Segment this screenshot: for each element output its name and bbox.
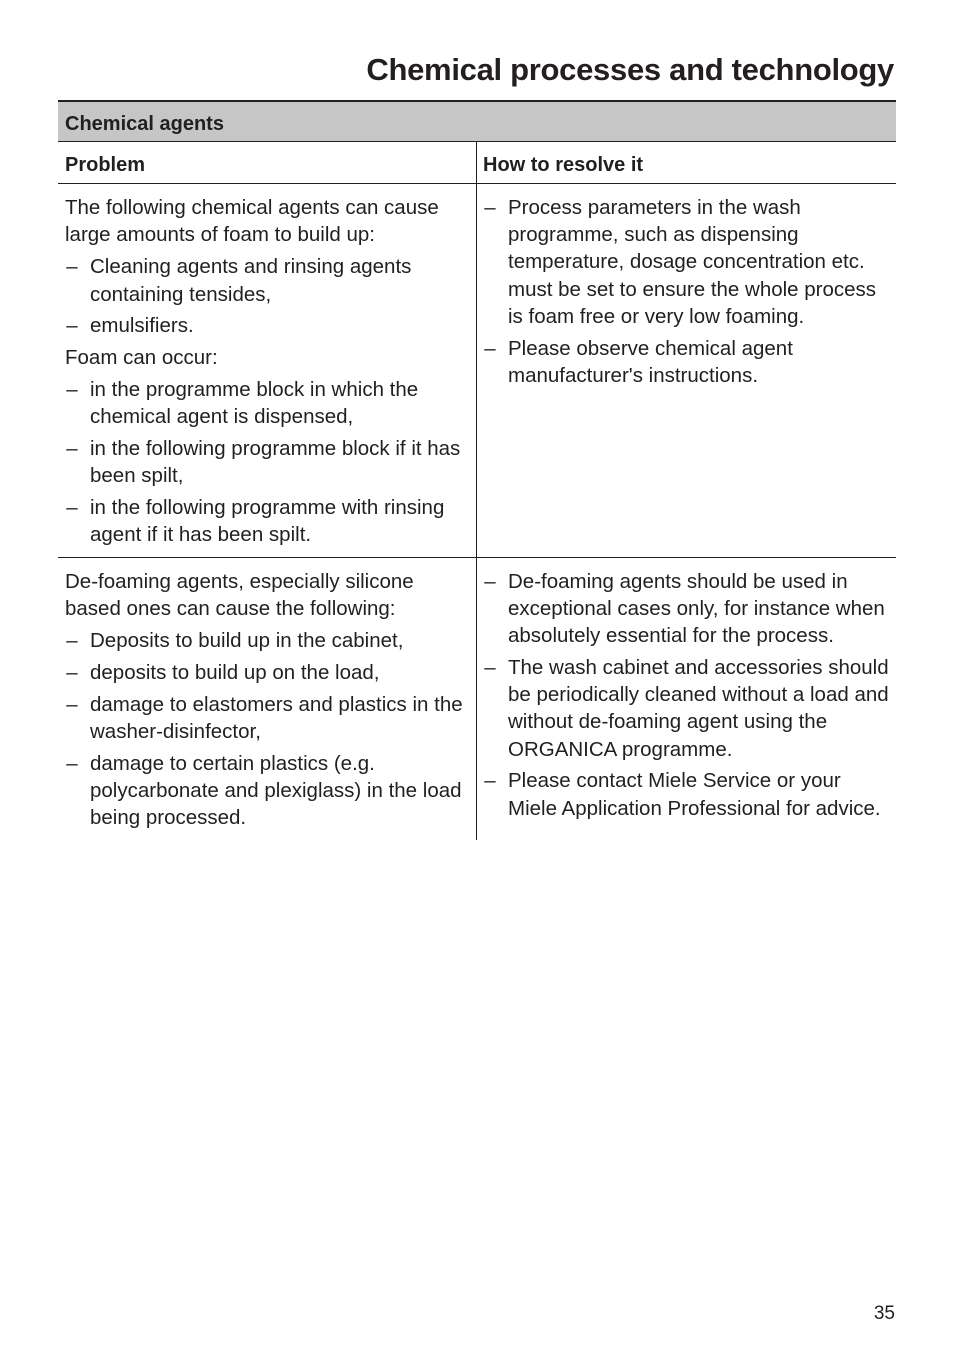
dash-bullet: – bbox=[484, 769, 496, 793]
dash-bullet: – bbox=[66, 255, 78, 279]
problem-text: De-foaming agents, especially silicone based ones can cause the following: bbox=[65, 569, 414, 621]
dash-bullet: – bbox=[66, 314, 78, 338]
list-item-text: deposits to build up on the load, bbox=[90, 661, 380, 685]
column-header-resolution: How to resolve it bbox=[483, 154, 644, 176]
list-item bbox=[65, 253, 470, 307]
dash-bullet: – bbox=[484, 569, 496, 593]
list-item bbox=[65, 659, 470, 686]
list-item-text: Please observe chemical agent manufacturer's instructions. bbox=[508, 336, 793, 387]
list-item bbox=[483, 194, 892, 330]
list-item bbox=[483, 654, 892, 763]
list-item-text: Deposits to build up in the cabinet, bbox=[90, 629, 404, 653]
dash-bullet: – bbox=[66, 751, 78, 775]
list-item bbox=[65, 691, 470, 745]
list-item-text: emulsifiers. bbox=[90, 314, 194, 338]
dash-bullet: – bbox=[66, 437, 78, 461]
column-header-row bbox=[58, 142, 896, 184]
list-item-text: Process parameters in the wash programme, such as dispensing temperature, dosage concentration etc. must be set to ensure the whole process is foam free or very low foaming. bbox=[508, 196, 877, 328]
chemical-agents-table bbox=[58, 102, 896, 840]
section-header: Chemical agents bbox=[58, 102, 896, 142]
list-item-text: in the following programme block if it has been spilt, bbox=[90, 437, 461, 488]
dash-bullet: – bbox=[484, 336, 496, 360]
bullet-list bbox=[65, 627, 470, 831]
list-item bbox=[483, 335, 892, 389]
dash-bullet: – bbox=[66, 661, 78, 685]
dash-bullet: – bbox=[66, 629, 78, 653]
resolution-cell bbox=[477, 184, 896, 557]
page-title: Chemical processes and technology bbox=[366, 52, 894, 87]
resolution-cell bbox=[477, 558, 896, 840]
list-item-text: De-foaming agents should be used in exceptional cases only, for instance when absolutely essential for the process. bbox=[508, 569, 885, 648]
dash-bullet: – bbox=[66, 496, 78, 520]
list-item-text: The wash cabinet and accessories should be periodically cleaned without a load and without de-foaming agent using the ORGANICA programme. bbox=[508, 656, 889, 761]
dash-bullet: – bbox=[66, 692, 78, 716]
list-item bbox=[65, 312, 470, 339]
problem-text: The following chemical agents can cause large amounts of foam to build up: bbox=[65, 196, 439, 247]
list-item bbox=[65, 435, 470, 489]
bullet-list bbox=[483, 568, 892, 822]
problem-cell bbox=[58, 184, 477, 557]
page-number: 35 bbox=[873, 1303, 895, 1324]
dash-bullet: – bbox=[66, 378, 78, 402]
list-item bbox=[483, 568, 892, 650]
table-row bbox=[58, 558, 896, 840]
list-item-text: Cleaning agents and rinsing agents containing tensides, bbox=[90, 255, 412, 306]
problem-cell bbox=[58, 558, 477, 840]
list-item-text: damage to certain plastics (e.g. polycarbonate and plexiglass) in the load being processed. bbox=[90, 751, 462, 830]
dash-bullet: – bbox=[484, 656, 496, 680]
column-header-problem: Problem bbox=[58, 142, 477, 183]
bullet-list bbox=[65, 376, 470, 548]
list-item-text: in the following programme with rinsing agent if it has been spilt. bbox=[90, 496, 445, 547]
table-row bbox=[58, 184, 896, 558]
bullet-list bbox=[65, 253, 470, 339]
list-item-text: Please contact Miele Service or your Miele Application Professional for advice. bbox=[508, 769, 881, 820]
dash-bullet: – bbox=[484, 196, 496, 219]
problem-text: Foam can occur: bbox=[65, 346, 218, 370]
list-item bbox=[65, 376, 470, 430]
list-item bbox=[65, 627, 470, 654]
list-item-text: in the programme block in which the chemical agent is dispensed, bbox=[90, 378, 419, 429]
list-item bbox=[483, 767, 892, 821]
list-item bbox=[65, 494, 470, 548]
list-item-text: damage to elastomers and plastics in the washer-disinfector, bbox=[90, 692, 463, 743]
bullet-list bbox=[483, 194, 892, 389]
list-item bbox=[65, 750, 470, 832]
